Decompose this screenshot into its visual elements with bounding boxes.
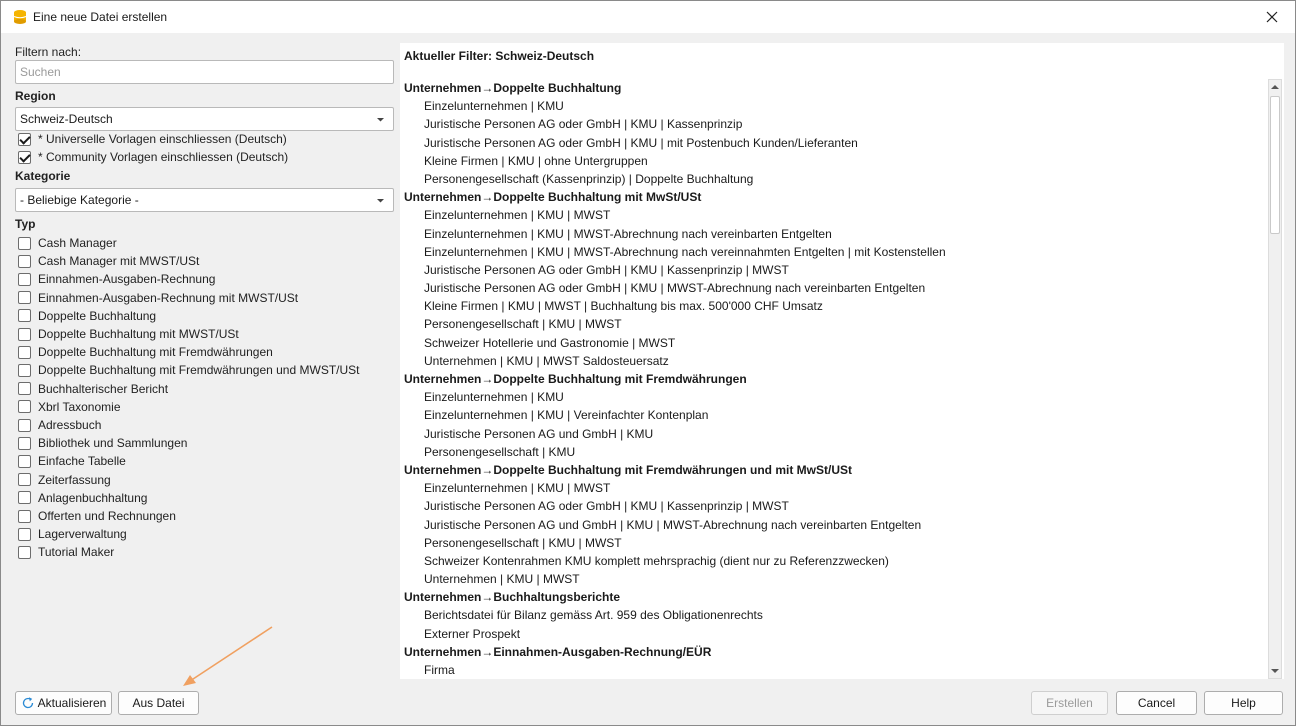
scroll-up-button[interactable] (1269, 80, 1281, 94)
type-checkbox-label: Zeiterfassung (38, 472, 111, 487)
type-checkbox-label: Cash Manager mit MWST/USt (38, 254, 200, 269)
type-checkbox-label: Einfache Tabelle (38, 454, 126, 469)
cancel-button[interactable] (1116, 691, 1197, 715)
create-button[interactable] (1031, 691, 1108, 715)
checkbox-box (18, 437, 31, 450)
checkbox-box (18, 291, 31, 304)
template-item[interactable]: Juristische Personen AG oder GmbH | KMU | mit Postenbuch Kunden/Lieferanten (424, 135, 858, 150)
type-checkbox[interactable] (18, 235, 117, 251)
checkbox-box (18, 382, 31, 395)
template-panel (400, 43, 1284, 679)
type-checkbox[interactable] (18, 399, 121, 415)
template-item[interactable]: Juristische Personen AG und GmbH | KMU | MWST-Abrechnung nach vereinbarten Entgelten (424, 517, 922, 532)
cancel-button-label: Cancel (1137, 696, 1176, 710)
template-item[interactable]: Einzelunternehmen | KMU | MWST-Abrechnung nach vereinnahmten Entgelten | mit Kostenstellen (424, 244, 946, 259)
type-checkbox-label: Doppelte Buchhaltung mit MWST/USt (38, 327, 239, 341)
type-checkbox-label: Tutorial Maker (38, 545, 115, 560)
type-label: Typ (15, 217, 36, 231)
checkbox-box (18, 491, 31, 504)
template-item[interactable]: Schweizer Kontenrahmen KMU komplett mehrsprachig (dient nur zu Referenzzwecken) (424, 553, 889, 568)
type-checkbox-label: Doppelte Buchhaltung (38, 308, 157, 323)
title-bar (1, 1, 1295, 33)
type-checkbox-label: Cash Manager (38, 236, 117, 250)
type-checkbox[interactable] (18, 308, 156, 324)
checkbox-box (18, 237, 31, 250)
template-item[interactable]: Einzelunternehmen | KMU | Vereinfachter Kontenplan (424, 408, 709, 423)
type-checkbox[interactable] (18, 381, 168, 397)
template-item[interactable]: Kleine Firmen | KMU | ohne Untergruppen (424, 153, 648, 168)
type-checkbox[interactable] (18, 544, 114, 560)
type-checkbox[interactable] (18, 290, 298, 306)
universal-templates-checkbox[interactable] (18, 131, 287, 147)
checkbox-box (18, 151, 31, 164)
template-tree[interactable] (400, 79, 1266, 679)
checkbox-box (18, 346, 31, 359)
checkbox-box (18, 419, 31, 432)
from-file-button[interactable] (118, 691, 199, 715)
template-item[interactable]: Personengesellschaft (Kassenprinzip) | Doppelte Buchhaltung (424, 171, 754, 186)
type-checkbox-label: Buchhalterischer Bericht (38, 381, 169, 396)
help-button-label: Help (1231, 696, 1256, 710)
checkbox-box (18, 400, 31, 413)
type-checkbox[interactable] (18, 453, 126, 469)
type-checkbox[interactable] (18, 435, 187, 451)
template-item[interactable]: Einzelunternehmen | KMU | MWST (424, 208, 611, 223)
type-checkbox[interactable] (18, 472, 111, 488)
checkbox-box (18, 528, 31, 541)
checkbox-box (18, 255, 31, 268)
type-checkbox-label: Offerten und Rechnungen (38, 509, 176, 523)
chevron-up-icon (1271, 84, 1279, 90)
type-checkbox[interactable] (18, 253, 199, 269)
close-button[interactable] (1249, 1, 1295, 33)
vertical-scrollbar[interactable] (1268, 79, 1282, 679)
template-item[interactable]: Juristische Personen AG oder GmbH | KMU | MWST-Abrechnung nach vereinbarten Entgelten (424, 281, 926, 296)
checkbox-box (18, 546, 31, 559)
template-item[interactable]: Juristische Personen AG und GmbH | KMU (424, 426, 654, 441)
scroll-down-button[interactable] (1269, 664, 1281, 678)
template-item[interactable]: Schweizer Hotellerie und Gastronomie | MWST (424, 335, 676, 350)
template-item[interactable]: Unternehmen | KMU | MWST (424, 572, 580, 587)
type-checkbox-label: Lagerverwaltung (38, 527, 127, 542)
template-item[interactable]: Firma (424, 663, 455, 677)
type-checkbox[interactable] (18, 362, 360, 378)
chevron-down-icon (1271, 668, 1279, 674)
checkbox-box (18, 473, 31, 486)
type-checkbox-label: Adressbuch (38, 418, 102, 432)
template-item[interactable]: Juristische Personen AG oder GmbH | KMU | Kassenprinzip (424, 117, 743, 132)
template-item[interactable]: Personengesellschaft | KMU | MWST (424, 317, 622, 332)
scrollbar-thumb[interactable] (1270, 96, 1280, 234)
template-item[interactable]: Kleine Firmen | KMU | MWST | Buchhaltung bis max. 500'000 CHF Umsatz (424, 299, 823, 314)
template-group[interactable]: Unternehmen→Doppelte Buchhaltung mit MwSt/USt (404, 190, 702, 205)
template-item[interactable]: Einzelunternehmen | KMU | MWST (424, 481, 611, 496)
checkbox-box (18, 309, 31, 322)
type-checkbox[interactable] (18, 417, 101, 433)
checkbox-box (18, 364, 31, 377)
template-group[interactable]: Unternehmen→Doppelte Buchhaltung (404, 81, 622, 95)
checkbox-box (18, 328, 31, 341)
checkbox-box (18, 455, 31, 468)
checkbox-box (18, 273, 31, 286)
type-checkbox-label: Doppelte Buchhaltung mit Fremdwährungen und MWST/USt (38, 363, 360, 378)
category-select[interactable] (15, 188, 394, 212)
type-checkbox-label: Einnahmen-Ausgaben-Rechnung (38, 272, 216, 287)
filter-label: Filtern nach: (15, 45, 82, 59)
template-item[interactable]: Juristische Personen AG oder GmbH | KMU | Kassenprinzip | MWST (424, 499, 789, 514)
type-checkbox[interactable] (18, 526, 127, 542)
template-item[interactable]: Externer Prospekt (424, 626, 521, 641)
template-item[interactable]: Personengesellschaft | KMU (424, 444, 576, 459)
template-item[interactable]: Juristische Personen AG oder GmbH | KMU | Kassenprinzip | MWST (424, 262, 789, 277)
type-checkbox-label: Einnahmen-Ausgaben-Rechnung mit MWST/USt (38, 290, 299, 305)
type-checkbox-label: Anlagenbuchhaltung (38, 490, 148, 505)
region-select[interactable] (15, 107, 394, 131)
type-checkbox-label: Bibliothek und Sammlungen (38, 436, 188, 451)
app-logo-icon (13, 9, 27, 25)
refresh-icon (21, 696, 35, 710)
chevron-down-icon (376, 115, 385, 124)
template-item[interactable]: Einzelunternehmen | KMU | MWST-Abrechnung nach vereinbarten Entgelten (424, 226, 832, 241)
category-select-value: - Beliebige Kategorie - (20, 193, 139, 207)
template-item[interactable]: Berichtsdatei für Bilanz gemäss Art. 959 des Obligationenrechts (424, 608, 763, 623)
type-checkbox-label: Doppelte Buchhaltung mit Fremdwährungen (38, 345, 273, 360)
checkbox-box (18, 510, 31, 523)
community-templates-checkbox[interactable] (18, 149, 288, 165)
type-checkbox[interactable] (18, 508, 176, 524)
annotation-arrow-icon (181, 625, 276, 689)
type-checkbox-label: Xbrl Taxonomie (38, 399, 121, 414)
search-input[interactable] (15, 60, 394, 84)
create-button-label: Erstellen (1046, 696, 1093, 710)
refresh-button[interactable] (15, 691, 112, 715)
region-label: Region (15, 89, 56, 103)
community-templates-label: * Community Vorlagen einschliessen (Deutsch) (38, 150, 289, 164)
from-file-button-label: Aus Datei (132, 696, 185, 710)
category-label: Kategorie (15, 169, 71, 183)
template-group[interactable]: Unternehmen→Buchhaltungsberichte (404, 590, 621, 605)
template-item[interactable]: Einzelunternehmen | KMU (424, 99, 564, 114)
help-button[interactable] (1204, 691, 1283, 715)
type-checkbox[interactable] (18, 326, 239, 342)
refresh-button-label: Aktualisieren (37, 696, 107, 710)
template-item[interactable]: Unternehmen | KMU | MWST Saldosteuersatz (424, 353, 669, 368)
template-group[interactable]: Unternehmen→Einnahmen-Ausgaben-Rechnung/EÜR (404, 644, 712, 659)
universal-templates-label: * Universelle Vorlagen einschliessen (Deutsch) (38, 132, 287, 146)
checkbox-box (18, 133, 31, 146)
template-item[interactable]: Einzelunternehmen | KMU (424, 390, 564, 405)
close-icon (1266, 11, 1278, 23)
region-select-value: Schweiz-Deutsch (20, 112, 113, 126)
template-item[interactable]: Personengesellschaft | KMU | MWST (424, 535, 622, 550)
chevron-down-icon (376, 196, 385, 205)
template-group[interactable]: Unternehmen→Doppelte Buchhaltung mit Fremdwährungen und mit MwSt/USt (404, 462, 853, 477)
type-checkbox[interactable] (18, 344, 273, 360)
type-checkbox[interactable] (18, 490, 147, 506)
type-checkbox[interactable] (18, 271, 215, 287)
template-group[interactable]: Unternehmen→Doppelte Buchhaltung mit Fremdwährungen (404, 372, 747, 386)
window-title: Eine neue Datei erstellen (33, 10, 168, 24)
current-filter-label: Aktueller Filter: Schweiz-Deutsch (404, 49, 595, 63)
